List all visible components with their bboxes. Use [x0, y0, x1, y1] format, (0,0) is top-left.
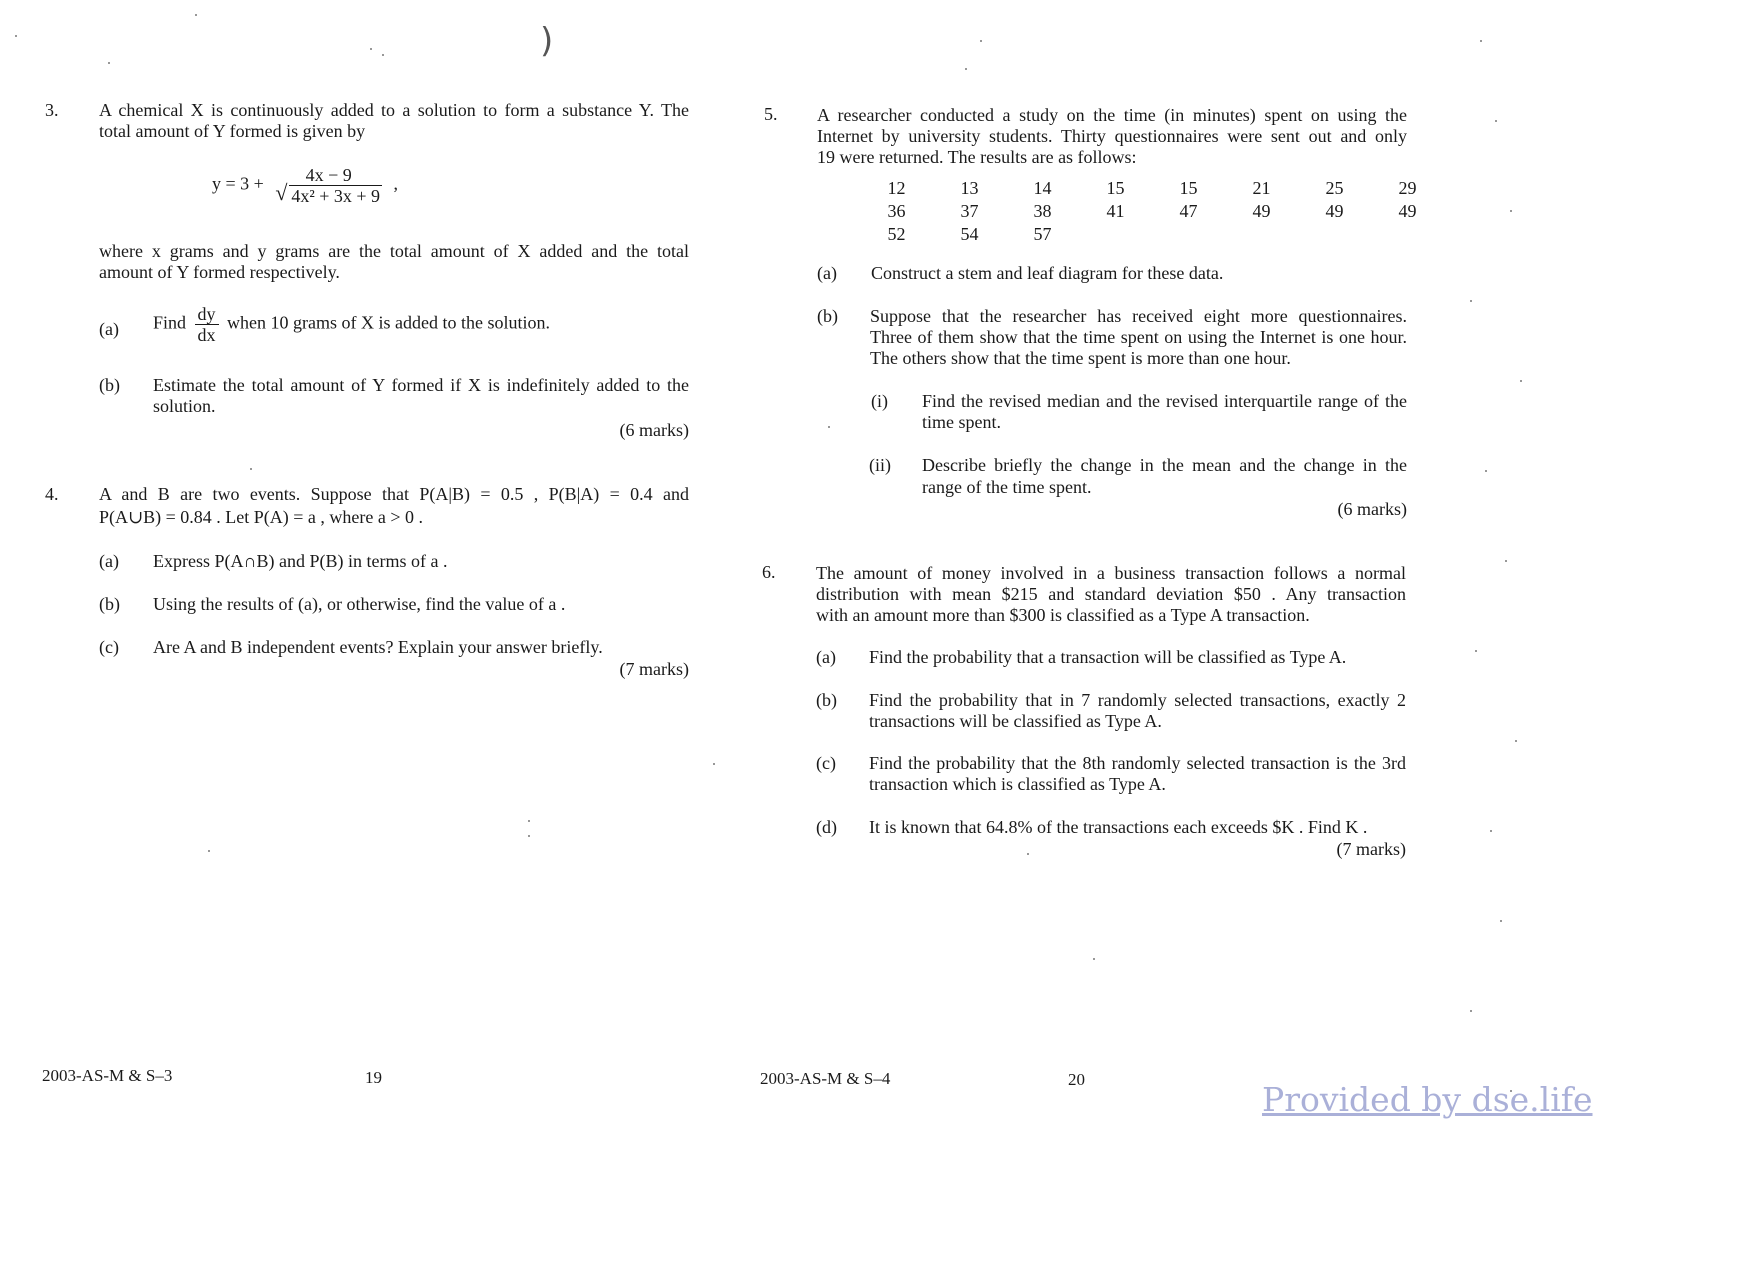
- part-b-text: solution.: [153, 396, 216, 416]
- question-text: A chemical X is continuously added to a solution to form a substance Y. The: [99, 100, 689, 120]
- subpart-i-text: time spent.: [922, 412, 1001, 432]
- question-number: 6.: [762, 562, 776, 582]
- derivative-numerator: dy: [195, 304, 219, 325]
- part-a-text: [153, 304, 550, 345]
- question-text: The amount of money involved in a business transaction follows a normal: [816, 563, 1406, 583]
- data-row: [860, 200, 1444, 223]
- data-cell: 54: [960, 224, 979, 244]
- part-c-text: Are A and B independent events? Explain your answer briefly.: [153, 637, 603, 657]
- data-cell: 52: [887, 224, 906, 244]
- part-b-text: Find the probability that in 7 randomly selected transactions, exactly 2: [869, 690, 1406, 710]
- part-label: (b): [816, 690, 837, 710]
- page-number: 20: [1068, 1070, 1085, 1089]
- question-text: with an amount more than $300 is classified as a Type A transaction.: [816, 605, 1310, 625]
- footer-code: 2003-AS-M & S–3: [42, 1066, 173, 1085]
- question-text: where x grams and y grams are the total amount of X added and the total: [99, 241, 689, 261]
- formula-numerator: 4x − 9: [303, 165, 355, 186]
- subpart-ii-text: Describe briefly the change in the mean and the change in the: [922, 455, 1407, 475]
- find-word: Find: [153, 312, 187, 333]
- data-cell: [1079, 223, 1152, 246]
- subpart-label: (i): [871, 391, 888, 411]
- part-d-text: It is known that 64.8% of the transactions each exceeds $K . Find K .: [869, 817, 1368, 837]
- formula-denominator: 4x² + 3x + 9: [291, 186, 381, 206]
- marks: (6 marks): [619, 420, 689, 440]
- part-b-text: transactions will be classified as Type A.: [869, 711, 1162, 731]
- data-row: [860, 223, 1444, 246]
- question-number: 5.: [764, 104, 778, 124]
- data-cell: 41: [1106, 201, 1125, 221]
- part-b-text: Three of them show that the time spent on using the Internet is one hour.: [870, 327, 1407, 347]
- data-cell: 21: [1252, 178, 1271, 198]
- part-b-text: Using the results of (a), or otherwise, find the value of a .: [153, 594, 566, 614]
- part-label: (b): [99, 594, 120, 614]
- data-cell: 47: [1179, 201, 1198, 221]
- question-number: 4.: [45, 484, 59, 504]
- subpart-ii-text: range of the time spent.: [922, 477, 1092, 497]
- question-text: 19 were returned. The results are as follows:: [817, 147, 1137, 167]
- question-text: distribution with mean $215 and standard deviation $50 . Any transaction: [816, 584, 1406, 604]
- part-c-text: Find the probability that the 8th randomly selected transaction is the 3rd: [869, 753, 1406, 773]
- data-cell: 14: [1033, 178, 1052, 198]
- scan-bracket-mark: ): [540, 21, 554, 61]
- part-label: (d): [816, 817, 837, 837]
- data-cell: 49: [1398, 201, 1417, 221]
- page-number: 19: [365, 1068, 382, 1087]
- sqrt-symbol: [275, 186, 382, 206]
- part-label: (a): [99, 551, 119, 571]
- question-text: amount of Y formed respectively.: [99, 262, 340, 282]
- formula-fraction: [272, 165, 385, 206]
- data-cell: [1298, 223, 1371, 246]
- part-label: (a): [817, 263, 837, 283]
- data-cell: 12: [887, 178, 906, 198]
- data-cell: [1225, 223, 1298, 246]
- part-a-text: Construct a stem and leaf diagram for these data.: [871, 263, 1224, 283]
- data-cell: 49: [1252, 201, 1271, 221]
- formula-y: [212, 165, 398, 206]
- data-cell: 36: [887, 201, 906, 221]
- question-number: 3.: [45, 100, 59, 120]
- part-label: (b): [817, 306, 838, 326]
- watermark: Provided by dse.life: [1262, 1080, 1593, 1119]
- question-text: A and B are two events. Suppose that P(A|B) = 0.5 , P(B|A) = 0.4 and: [99, 484, 689, 504]
- part-b-text: The others show that the time spent is more than one hour.: [870, 348, 1291, 368]
- part-label: (c): [99, 637, 119, 657]
- part-label: (a): [99, 319, 119, 339]
- formula-lhs: y = 3 +: [212, 173, 264, 194]
- data-cell: 38: [1033, 201, 1052, 221]
- data-cell: 25: [1325, 178, 1344, 198]
- derivative-denominator: dx: [197, 325, 216, 345]
- question-text: Internet by university students. Thirty questionnaires were sent out and only: [817, 126, 1407, 146]
- data-cell: 13: [960, 178, 979, 198]
- subpart-i-text: Find the revised median and the revised interquartile range of the: [922, 391, 1407, 411]
- part-b-text: Estimate the total amount of Y formed if X is indefinitely added to the: [153, 375, 689, 395]
- part-a-text: Find the probability that a transaction will be classified as Type A.: [869, 647, 1347, 667]
- question-text: total amount of Y formed is given by: [99, 121, 366, 141]
- part-a-rest: when 10 grams of X is added to the solution.: [227, 312, 550, 333]
- data-cell: [1152, 223, 1225, 246]
- formula-tail: ,: [393, 173, 399, 194]
- part-a-text: Express P(A∩B) and P(B) in terms of a .: [153, 551, 448, 571]
- subpart-label: (ii): [869, 455, 891, 475]
- part-label: (b): [99, 375, 120, 395]
- data-cell: 49: [1325, 201, 1344, 221]
- data-cell: 57: [1033, 224, 1052, 244]
- marks: (7 marks): [619, 659, 689, 679]
- question-text: A researcher conducted a study on the time (in minutes) spent on using the: [817, 105, 1407, 125]
- data-cell: 15: [1106, 178, 1125, 198]
- footer-code: 2003-AS-M & S–4: [760, 1069, 891, 1088]
- data-row: [860, 177, 1444, 200]
- marks: (7 marks): [1336, 839, 1406, 859]
- part-label: (c): [816, 753, 836, 773]
- question-text: P(A∪B) = 0.84 . Let P(A) = a , where a > 0 .: [99, 507, 423, 527]
- data-cell: 15: [1179, 178, 1198, 198]
- data-table: [860, 177, 1444, 246]
- part-c-text: transaction which is classified as Type A.: [869, 774, 1166, 794]
- derivative-fraction: [195, 304, 219, 345]
- part-label: (a): [816, 647, 836, 667]
- data-cell: [1371, 223, 1444, 246]
- part-b-text: Suppose that the researcher has received eight more questionnaires.: [870, 306, 1407, 326]
- data-cell: 37: [960, 201, 979, 221]
- marks: (6 marks): [1337, 499, 1407, 519]
- data-cell: 29: [1398, 178, 1417, 198]
